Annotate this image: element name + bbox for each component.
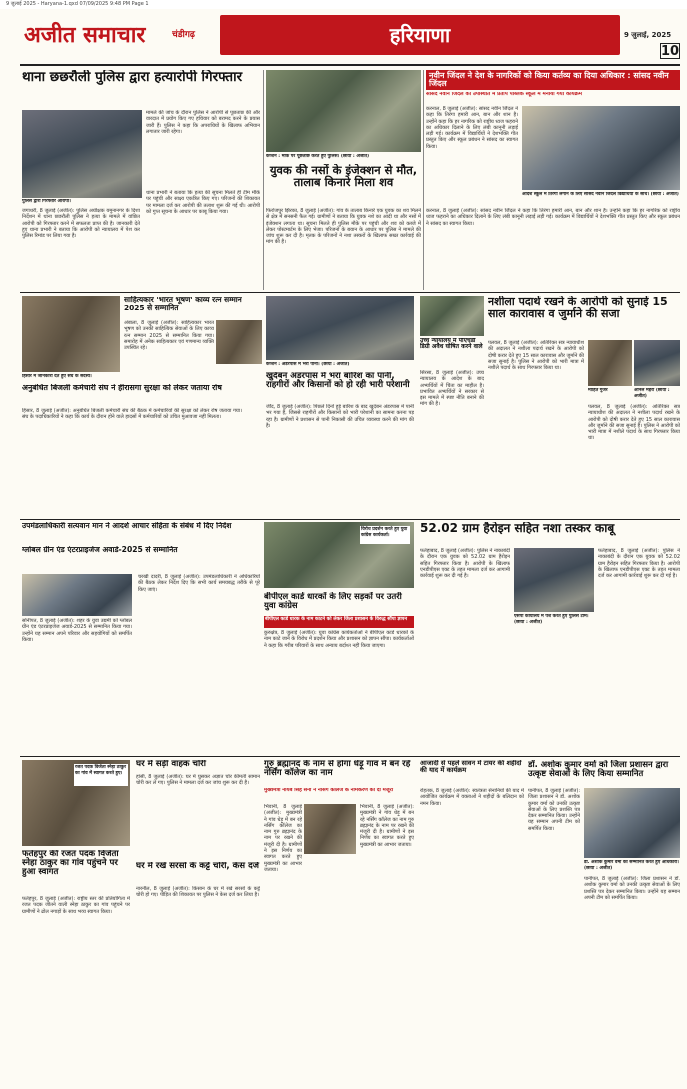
photo-author (216, 320, 262, 364)
story-body: पानीपत, 8 जुलाई (अजीत): जिला प्रशासन ने डॉ. अशोक कुमार वर्मा को उनकी उत्कृष्ट सेवाओं के लिए प्रशस्ति पत्र देकर सम्मानित किया। उन्होंने यह सम्मान अपनी टीम को समर्पित किया। (528, 788, 580, 832)
story-body: हिसार, 8 जुलाई (अजीत): अनुबंधित बिजली कर्मचारी संघ की बैठक में कर्मचारियों की सुरक्षा को लेकर रोष जताया गया। संघ के पदाधिकारियों ने कहा कि कार्य के दौरान होने वाले हादसों में कर्मचारियों को उचित मुआवजा नहीं मिलता। (22, 408, 242, 421)
page-number: 10 (661, 44, 680, 59)
headline: नवीन जिंदल ने देश के नागरिकों को किया कर्तव्य का दिया अधिकार : सांसद नवीन जिंदल (426, 70, 680, 90)
subhead: सांसद नवीन जिंदल की उपस्थिति में प्रताप पब्लिक स्कूल में मनाया गया कार्यक्रम (426, 92, 582, 97)
story-body: रोहतक, 8 जुलाई (अजीत): स्वतंत्रता सेनानियों की याद में आयोजित कार्यक्रम में वक्ताओं ने शहीदों के बलिदान को नमन किया। (420, 788, 524, 807)
story-body: जगाधरी, 8 जुलाई (अजीत): पुलिस अधीक्षक यमुनानगर के दिशा निर्देशन में थाना छछरौली पुलिस ने हत्या के मामले में वांछित आरोपी को गिरफ्तार करने में सफलता प्राप्त की है। जानकारी देते हुए थाना प्रभारी ने बताया कि आरोपी को न्यायालय में पेश कर पुलिस रिमांड पर लिया गया है। (22, 208, 140, 240)
story-body: नारनौल, 8 जुलाई (अजीत): किसान के घर में रखे सरसों के कट्टे चोरी हो गए। पीड़ित की शिकायत पर पुलिस ने केस दर्ज कर लिया है। (136, 886, 260, 899)
photo-court (420, 296, 484, 336)
story-body: थाना प्रभारी ने बताया कि हत्या की सूचना मिलते ही टीम मौके पर पहुंची और साक्ष्य एकत्रित किए गए। परिजनों की शिकायत पर मामला दर्ज कर आरोपी की तलाश शुरू की गई थी। आरोपी को गुप्त सूचना के आधार पर काबू किया गया। (146, 190, 260, 215)
story-body: फतेहाबाद, 8 जुलाई (अजीत): पुलिस ने नाकाबंदी के दौरान एक युवक को 52.02 ग्राम हैरोइन सहित गिरफ्तार किया है। आरोपी के खिलाफ एनडीपीएस एक्ट के तहत मामला दर्ज कर आगामी कार्रवाई शुरू कर दी गई है। (598, 548, 680, 580)
photo-caption: एसपी कार्यालय में पेश करते हुए पुलिस टीम। (छाया : अजीत) (514, 614, 589, 625)
story-s13 (22, 760, 132, 1060)
file-info-bar: 9 जुलाई 2025 - Haryana-1.qxd 07/09/2025 9:48 PM Page 1 (0, 0, 687, 9)
story-body: मामले की जांच के दौरान पुलिस ने आरोपी से पूछताछ की और वारदात में प्रयोग किए गए हथियार को बरामद करने के प्रयास जारी हैं। पुलिस ने कहा कि अपराधियों के खिलाफ अभियान लगातार जारी रहेगा। (146, 110, 260, 135)
subhead: बीपीएल कार्ड धारक के नाम काटने को लेकर जिला प्रशासन के विरुद्ध सौंपा ज्ञापन (264, 616, 414, 628)
headline: उच्च न्यायालय में पीएचडी डिग्री अवैध घोषित करने वाले (420, 338, 483, 351)
story-s7 (420, 296, 484, 516)
section-rule (20, 292, 680, 293)
story-body: पलवल, 8 जुलाई (अजीत): अतिरिक्त सत्र न्यायाधीश की अदालत ने नशीला पदार्थ रखने के आरोपी को दोषी करार देते हुए 15 साल कारावास और जुर्माने की सजा सुनाई है। पुलिस ने आरोपी को भारी मात्रा में नशीले पदार्थ के साथ गिरफ्तार किया था। (488, 340, 584, 372)
story-s14 (136, 760, 260, 860)
subhead: मुख्यमंत्री नायब सिंह सैनी ने नर्सिंग कॉलेज के नामकरण को दी मंजूरी (264, 788, 394, 793)
photo-officer (634, 340, 680, 386)
headline: बीपीएल कार्ड धारकों के लिए सड़कों पर उतरी युवा कांग्रेस (264, 592, 402, 610)
headline: ग्लोबल ग्रीन एंड एंटरप्राइजेज अवार्ड-2025 से सम्मानित (22, 546, 178, 554)
photo-caption: कैप्शन : मौके पर पूछताछ करते हुए पुलिस। (छाया : अजीत) (266, 154, 370, 159)
story-s18 (528, 760, 680, 1060)
story-body: सोनीपत, 8 जुलाई (अजीत): शहर के युवा उद्यमी को ग्लोबल ग्रीन एंड एंटरप्राइजेज अवार्ड-2025 से सम्मानित किया गया। उन्होंने यह सम्मान अपने परिवार और सहयोगियों को समर्पित किया। (22, 618, 132, 643)
headline: खुर्दबन अंडरपास में भरा बारिश का पानी, राहगीरों और किसानों को हो रही भारी परेशानी (266, 372, 410, 391)
photo-cm (304, 804, 356, 854)
story-body: करनाल, 8 जुलाई (अजीत): सांसद नवीन जिंदल ने कहा कि तिरंगा हमारी आन, बान और शान है। उन्होंने कहा कि हर नागरिक को राष्ट्रीय ध्वज फहराने का अधिकार दिलाने के लिए लंबी कानूनी लड़ाई लड़ी गई। कार्यक्रम में विद्यार्थियों ने देशभक्ति गीत प्रस्तुत किए और स्कूल प्रबंधन ने सांसद का स्वागत किया। (426, 208, 680, 227)
headline: गुरु ब्रह्मानंद के नाम से होगा धेड़ू गांव में बन रहे नर्सिंग कॉलेज का नाम (264, 760, 411, 779)
story-s2 (266, 70, 421, 290)
photo-honour (584, 788, 680, 858)
photo-school-event (522, 106, 680, 190)
story-s15 (136, 862, 260, 1052)
story-body: कुरुक्षेत्र, 8 जुलाई (अजीत): युवा कांग्रेस कार्यकर्ताओं ने बीपीएल कार्ड धारकों के नाम काटे जाने के विरोध में प्रदर्शन किया और प्रशासन को ज्ञापन सौंपा। कार्यकर्ताओं ने कहा कि गरीब परिवारों के साथ अन्याय बर्दाश्त नहीं किया जाएगा। (264, 630, 414, 649)
headline: घर में सड़ी वाहक चोरी (136, 760, 206, 769)
headline: नशीला पदार्थ रखने के आरोपी को सुनाई 15 साल कारावास व जुर्माने की सजा (488, 296, 668, 320)
photo-caption: आदर्श स्कूल में तिरंगा लगाने के लिए सांसद नवीन जिंदल विद्यार्थियों के साथ। (छाया : अजीत) (522, 192, 679, 197)
story-s4 (124, 296, 264, 386)
story-body: पानीपत, 8 जुलाई (अजीत): जिला प्रशासन ने डॉ. अशोक कुमार वर्मा को उनकी उत्कृष्ट सेवाओं के लिए प्रशस्ति पत्र देकर सम्मानित किया। उन्होंने यह सम्मान अपनी टीम को समर्पित किया। (584, 876, 680, 901)
story-s10 (264, 522, 414, 752)
story-body: पलवल, 8 जुलाई (अजीत): अतिरिक्त सत्र न्यायाधीश की अदालत ने नशीला पदार्थ रखने के आरोपी को दोषी करार देते हुए 15 साल कारावास और जुर्माने की सजा सुनाई है। पुलिस ने आरोपी को भारी मात्रा में नशीले पदार्थ के साथ गिरफ्तार किया था। (588, 404, 680, 442)
photo-award (22, 574, 132, 616)
headline: फतेहपुर की रजत पदक विजेता स्नेहा ठाकुर का गांव पहुंचने पर हुआ स्वागत (22, 850, 119, 878)
story-body: करनाल, 8 जुलाई (अजीत): सांसद नवीन जिंदल ने कहा कि तिरंगा हमारी आन, बान और शान है। उन्होंने कहा कि हर नागरिक को राष्ट्रीय ध्वज फहराने का अधिकार दिलाने के लिए लंबी कानूनी लड़ाई लड़ी गई। कार्यक्रम में विद्यार्थियों ने देशभक्ति गीत प्रस्तुत किए और स्कूल प्रबंधन ने सांसद का स्वागत किया। (426, 106, 518, 150)
paper-name: अजीत समाचार (24, 23, 146, 48)
headline: डॉ. अशोक कुमार वर्मा को जिला प्रशासन द्वारा उत्कृष्ट सेवाओं के लिए किया सम्मानित (528, 760, 669, 778)
photo-police (266, 70, 421, 152)
story-body: चरखी दादरी, 8 जुलाई (अजीत): उपमंडलाधिकारी ने अधिकारियों की बैठक लेकर निर्देश दिए कि सभी कार्य समयबद्ध तरीके से पूरे किए जाएं। (138, 574, 260, 593)
photo-caption: अनिल मेहरा (छाया : अजीत) (634, 388, 670, 399)
story-body: जींद, 8 जुलाई (अजीत): पिछले दिनों हुई बारिश के बाद खुर्दबन अंडरपास में पानी भर गया है, जिससे राहगीरों और किसानों को भारी परेशानी का सामना करना पड़ रहा है। ग्रामीणों ने प्रशासन से पानी निकासी की उचित व्यवस्था करने की मांग की है। (266, 404, 414, 429)
headline: आजादी से पहले सावन में टायर की शहीदों की याद में कार्यक्रम (420, 760, 522, 774)
story-body: भिवानी, 8 जुलाई (अजीत): मुख्यमंत्री ने गांव धेड़ू में बन रहे नर्सिंग कॉलेज का नाम गुरु ब्रह्मानंद के नाम पर रखने की मंजूरी दी है। ग्रामीणों ने इस निर्णय का स्वागत करते हुए मुख्यमंत्री का आभार जताया। (264, 804, 302, 873)
story-body: भिवानी, 8 जुलाई (अजीत): मुख्यमंत्री ने गांव धेड़ू में बन रहे नर्सिंग कॉलेज का नाम गुरु ब्रह्मानंद के नाम पर रखने की मंजूरी दी है। ग्रामीणों ने इस निर्णय का स्वागत करते हुए मुख्यमंत्री का आभार जताया। (360, 804, 414, 848)
story-s11 (420, 522, 680, 752)
photo-caption: कैप्शन : अंडरपास में भरा पानी। (छाया : अजीत) (266, 362, 350, 367)
date-label: 9 जुलाई, 2025 (624, 31, 672, 39)
section-rule (20, 756, 680, 757)
story-s17 (420, 760, 524, 1060)
column-rule (423, 70, 424, 290)
story-body: हांसी, 8 जुलाई (अजीत): घर में घुसकर अज्ञात चोर कीमती सामान चोरी कर ले गए। पुलिस ने मामला दर्ज कर जांच शुरू कर दी है। (136, 774, 260, 787)
story-s8 (488, 296, 680, 516)
story-body: अंबाला, 8 जुलाई (अजीत): साहित्यकार भारत भूषण को उनकी साहित्यिक सेवाओं के लिए काव्य रत्न सम्मान 2025 से सम्मानित किया गया। समारोह में अनेक साहित्यकार एवं गणमान्य व्यक्ति उपस्थित रहे। (124, 320, 214, 352)
story-s1 (22, 70, 260, 290)
headline: 52.02 ग्राम हैरोइन सहित नशा तस्कर काबू (420, 522, 615, 535)
story-s12 (22, 520, 260, 690)
headline: साहित्यकार 'भारत भूषण' काव्य रत्न सम्मान 2025 से सम्मानित (124, 296, 242, 312)
photo-arrest-team (514, 548, 594, 612)
photo-caption: विरोध प्रदर्शन करते हुए युवा कांग्रेस कार्यकर्ता। (360, 526, 410, 544)
photo-caption: हिसार में जानकारी देते हुए संघ के सदस्य। (22, 374, 92, 379)
story-s16 (264, 760, 414, 1060)
masthead (20, 13, 680, 61)
photo-caption: पुलिस द्वारा गिरफ्तार आरोपी। (22, 199, 71, 204)
story-s5 (266, 296, 414, 516)
story-body: फिरोजपुर झिरका, 8 जुलाई (अजीत): गांव के तालाब किनारे एक युवक का शव मिलने से क्षेत्र में सनसनी फैल गई। ग्रामीणों ने बताया कि युवक नशे का आदी था और नसों में इंजेक्शन लगाता था। सूचना मिलते ही पुलिस मौके पर पहुंची और शव को कब्जे में लेकर पोस्टमार्टम के लिए भेजा। परिजनों के बयान के आधार पर पुलिस ने मामले की जांच शुरू कर दी है। मृतक के परिजनों ने नशा तस्करों के खिलाफ सख्त कार्रवाई की मांग की है। (266, 208, 421, 246)
column-rule (263, 70, 264, 290)
headline: घर में रखे सरसों के कट्टे चोरी, केस दर्ज (136, 862, 260, 871)
story-body: फतेहपुर, 8 जुलाई (अजीत): राष्ट्रीय स्तर की प्रतियोगिता में रजत पदक जीतने वाली स्नेहा ठाकुर का गांव पहुंचने पर ग्रामीणों ने ढोल नगाड़ों के साथ भव्य स्वागत किया। (22, 896, 130, 915)
story-s3 (426, 70, 680, 290)
headline: उपमंडलाधिकारी सत्यवान मान ने आदर्श आचार संहिता के संबंध में दिए निर्देश (22, 522, 232, 530)
photo-meeting (22, 296, 120, 372)
photo-caption: डॉ. अशोक कुमार वर्मा को सम्मानित करते हुए अधिकारी। (छाया : अजीत) (584, 860, 679, 871)
photo-caption: मोहित गुर्जर (588, 388, 608, 393)
headline: अनुबंधित बिजली कर्मचारी संघ ने हीरासगा सुरक्षा को लेकर जताया रोष (22, 384, 222, 392)
photo-accused (588, 340, 632, 386)
photo-underpass (266, 296, 414, 360)
story-body: फतेहाबाद, 8 जुलाई (अजीत): पुलिस ने नाकाबंदी के दौरान एक युवक को 52.02 ग्राम हैरोइन सहित गिरफ्तार किया है। आरोपी के खिलाफ एनडीपीएस एक्ट के तहत मामला दर्ज कर आगामी कार्रवाई शुरू कर दी गई है। (420, 548, 510, 580)
photo-arrest (22, 110, 142, 198)
story-body: सिरसा, 8 जुलाई (अजीत): उच्च न्यायालय के आदेश के बाद अभ्यर्थियों में चिंता का माहौल है। प्रभावित अभ्यर्थियों ने सरकार से इस मामले में स्पष्ट नीति बनाने की मांग की है। (420, 370, 484, 408)
masthead-rule (20, 64, 680, 66)
section-banner: हरियाणा (220, 15, 620, 55)
photo-caption: रजत पदक विजेता स्नेहा ठाकुर का गांव में स्वागत करते हुए। (74, 764, 128, 786)
headline: युवक की नसों के इंजेक्शन से मौत, तालाब किनारे मिला शव (269, 164, 418, 190)
city-label: चंडीगढ़ (172, 30, 195, 40)
headline: थाना छछरौली पुलिस द्वारा हत्यारोपी गिरफ्तार (22, 70, 243, 85)
